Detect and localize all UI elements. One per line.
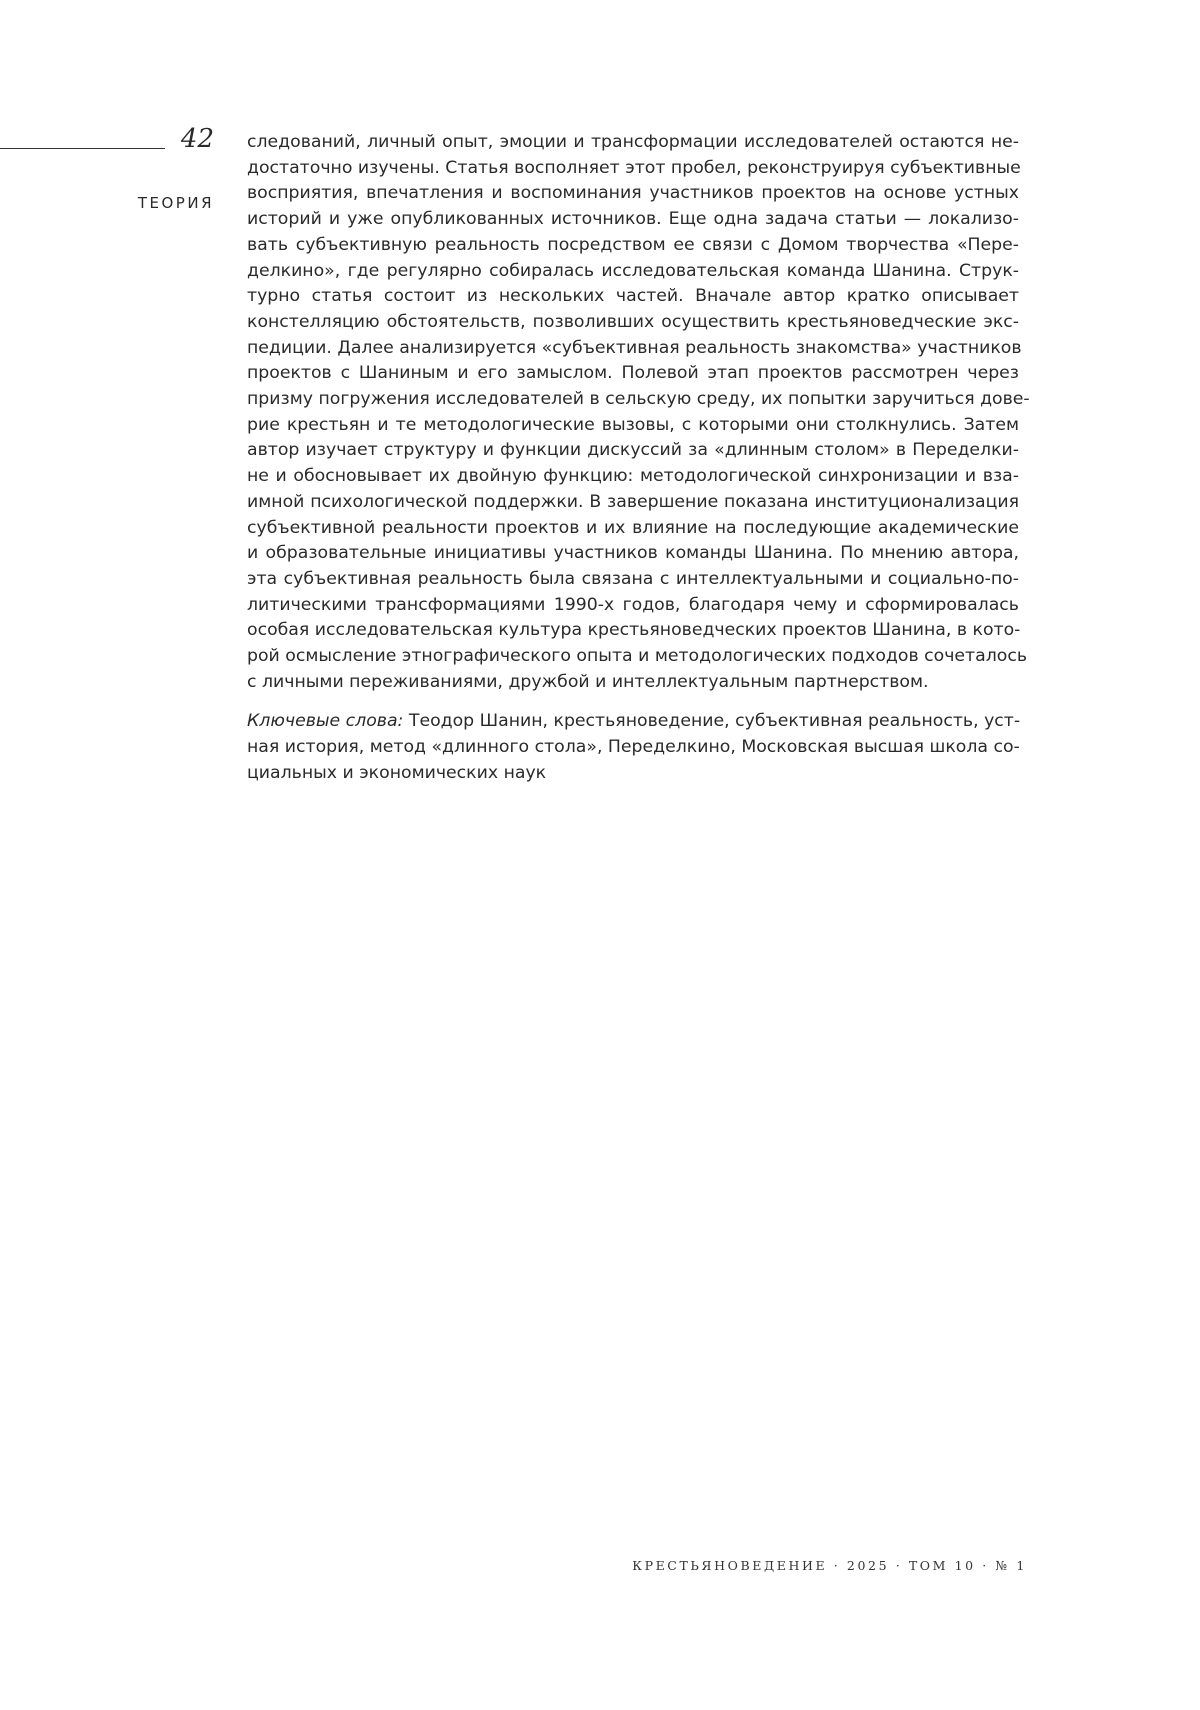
abstract-line: педиции. Далее анализируется «субъективная реальность знакомства» участников — [247, 337, 1022, 358]
abstract-line: призму погружения исследователей в сельскую среду, их попытки заручиться дове- — [247, 389, 1030, 410]
abstract-line: эта субъективная реальность была связана с интеллектуальными и социально-по- — [247, 568, 1019, 589]
abstract-line: турно статья состоит из нескольких частей. Вначале автор кратко описывает — [247, 286, 1019, 307]
keywords-line: циальных и экономических наук — [247, 762, 547, 783]
keywords-paragraph — [247, 709, 1019, 786]
abstract-line: констелляцию обстоятельств, позволивших осуществить крестьяноведческие экс- — [247, 311, 1019, 332]
abstract-line: достаточно изучены. Статья восполняет этот пробел, реконструируя субъективные — [247, 157, 1021, 178]
abstract-line: проектов с Шаниным и его замыслом. Полевой этап проектов рассмотрен через — [247, 363, 1019, 384]
abstract-paragraph — [247, 130, 1030, 695]
abstract-line: вать субъективную реальность посредством ее связи с Домом творчества «Пере- — [247, 234, 1019, 255]
abstract-line: литическими трансформациями 1990-х годов, благодаря чему и сформировалась — [247, 594, 1019, 615]
abstract-line: субъективной реальности проектов и их влияние на последующие академические — [247, 517, 1019, 538]
keywords-label: Ключевые слова: — [247, 711, 404, 732]
abstract-line: восприятия, впечатления и воспоминания участников проектов на основе устных — [247, 183, 1019, 204]
abstract-line: рие крестьян и те методологические вызовы, с которыми они столкнулись. Затем — [247, 414, 1019, 435]
section-label: ТЕОРИЯ — [137, 194, 214, 212]
page-number: 42 — [180, 124, 214, 154]
keywords-text: Теодор Шанин, крестьяноведение, субъективная реальность, уст- — [403, 711, 1021, 732]
keywords-line — [247, 709, 1019, 735]
abstract-line: имной психологической поддержки. В завершение показана институционализация — [247, 491, 1019, 512]
keywords-line: ная история, метод «длинного стола», Переделкино, Московская высшая школа со- — [247, 737, 1020, 758]
margin-rule — [0, 148, 165, 149]
abstract-line: автор изучает структуру и функции дискуссий за «длинным столом» в Переделки- — [247, 440, 1019, 461]
abstract-line: делкино», где регулярно собиралась исследовательская команда Шанина. Струк- — [247, 260, 1019, 281]
abstract-line: особая исследовательская культура крестьяноведческих проектов Шанина, в кото- — [247, 620, 1021, 641]
abstract-line: с личными переживаниями, дружбой и интеллектуальным партнерством. — [247, 671, 929, 692]
running-footer: КРЕСТЬЯНОВЕДЕНИЕ · 2025 · ТОМ 10 · № 1 — [632, 1558, 1027, 1573]
main-column — [247, 130, 1030, 787]
abstract-line: историй и уже опубликованных источников. Еще одна задача статьи — локализо- — [247, 209, 1019, 230]
abstract-line: не и обосновывает их двойную функцию: методологической синхронизации и вза- — [247, 466, 1019, 487]
abstract-line: и образовательные инициативы участников команды Шанина. По мнению автора, — [247, 543, 1019, 564]
abstract-line: следований, личный опыт, эмоции и трансформации исследователей остаются не- — [247, 132, 1019, 152]
abstract-line: рой осмысление этнографического опыта и методологических подходов сочеталось — [247, 646, 1028, 667]
